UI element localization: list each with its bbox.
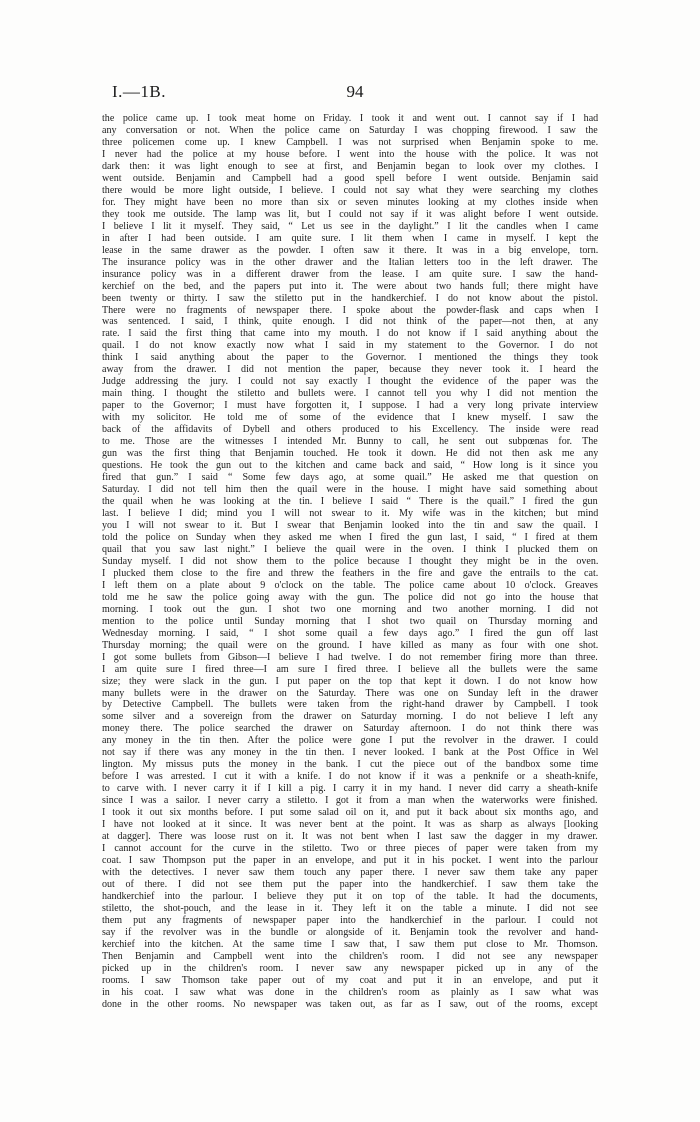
text-line: rooms. I saw Thomson take paper out of my coat and put it in an envelope, and put it (102, 974, 598, 986)
text-line: lington. My missus puts the money in the bank. I cut the piece out of the bandbox some time (102, 759, 598, 771)
text-line: kerchief into the kitchen. At the same time I saw that, I saw them put close to Mr. Thomson. (102, 938, 598, 950)
text-line: fired that gun.” I said “ Some few days ago, at some quail.” He asked me that question on (102, 472, 598, 484)
text-line: any money in the tin then. After the police were gone I put the revolver in the drawer. I could (102, 735, 598, 747)
text-line: coat. I saw Thompson put the paper in an envelope, and put it in his pocket. I went into the parlour (102, 855, 598, 867)
text-line: at dagger]. There was loose rust on it. It was not bent when I last saw the dagger in my drawer. (102, 831, 598, 843)
text-line: away from the drawer. I did not mention the paper, because they never took it. I heard the (102, 364, 598, 376)
text-line: went outside. Benjamin and Campbell had a good spell before I went outside. Benjamin said (102, 172, 598, 184)
text-line: say if the revolver was in the bundle or alongside of it. Benjamin took the revolver and hand- (102, 926, 598, 938)
text-line: they took me outside. The lamp was lit, but I could not say if it was alight before I went outside. (102, 208, 598, 220)
text-line: some silver and a sovereign from the drawer on Saturday morning. I do not believe I left any (102, 711, 598, 723)
text-line: with my solicitor. He told me of some of the evidence that I knew myself. I saw the (102, 412, 598, 424)
text-line: not say if there was any money in the tin then. I never looked. I bank at the Post Office in Wel (102, 747, 598, 759)
text-line: many bullets were in the drawer on the Saturday. There was one on Sunday left in the drawer (102, 687, 598, 699)
text-line: kerchief on the bed, and the papers put into it. The were about two hands full; there might have (102, 280, 598, 292)
text-line: rate. I said the first thing that came into my mouth. I do not know if I said anything about the (102, 328, 598, 340)
text-line: mention to the police until Sunday morning that I shot two quail on Thursday morning and (102, 615, 598, 627)
text-line: Saturday. I did not tell him then the quail were in the house. I might have said something about (102, 484, 598, 496)
text-line: picked up in the children's room. I never saw any newspaper picked up in any of the (102, 962, 598, 974)
text-line: I am quite sure I fired three—I am sure I fired three. I believe all the bullets were the same (102, 663, 598, 675)
text-line: handkerchief into the parlour. I believe they put it on top of the table. It had the documents, (102, 890, 598, 902)
page-header (112, 82, 598, 104)
text-line: back of the affidavits of Dybell and others produced to his Excellency. The inside were read (102, 424, 598, 436)
text-line: them put any fragments of newspaper paper into the handkerchief in the parlour. I could not (102, 914, 598, 926)
text-line: I took it out six months before. I put some salad oil on it, and put it back about six months ago, and (102, 807, 598, 819)
text-line: main thing. I thought the stiletto and bullets were. I cannot tell you why I did not mention the (102, 388, 598, 400)
text-line: told me he saw the police going away with the gun. The police did not go into the house that (102, 591, 598, 603)
text-line: Wednesday morning. I said, “ I shot some quail a few days ago.” I fired the gun off last (102, 627, 598, 639)
text-line: in after I had been outside. I am quite sure. I lit them when I came in myself. I kept the (102, 232, 598, 244)
text-line: The insurance policy was in the other drawer and the Italian letters too in the left drawer. The (102, 256, 598, 268)
text-line: quail that you saw last night.” I believe the quail were in the oven. I think I plucked them on (102, 543, 598, 555)
text-line: I cannot account for the curve in the stiletto. Two or three pieces of paper were taken from my (102, 843, 598, 855)
text-line: the quail when he was looking at the tin. I believe I said “ There is the quail.” I fired the gun (102, 496, 598, 507)
text-line: morning. I took out the gun. I shot two one morning and two another morning. I did not (102, 603, 598, 615)
text-line: insurance policy was in a different drawer from the lease. I am quite sure. I saw the hand- (102, 268, 598, 280)
text-line: gun was the first thing that Benjamin touched. He took it down. He did not then ask me any (102, 448, 598, 460)
text-line: think I said anything about the paper to the Governor. I mentioned the things they took (102, 352, 598, 364)
text-line: to me. Those are the witnesses I intended Mr. Bunny to call, he sent out subpœnas for. The (102, 436, 598, 448)
text-line: paper to the Governor; I must have forgotten it, I suppose. I had a very long private interview (102, 400, 598, 412)
text-line: I left them on a plate about 9 o'clock on the table. The police came about 10 o'clock. Greaves (102, 579, 598, 591)
text-line: for. They might have been no more than six or seven minutes looking at my clothes inside when (102, 196, 598, 208)
text-line: stiletto, the shot-pouch, and the lease in it. They left it on the table a minute. I did not see (102, 902, 598, 914)
text-line: There were no fragments of newspaper there. I spoke about the powder-flask and caps when I (102, 304, 598, 316)
text-line: Thursday morning; the quail were on the ground. I have killed as many as four with one shot. (102, 639, 598, 651)
text-line: quail. I do not know exactly now what I said in my statement to the Governor. I do not (102, 340, 598, 352)
text-line: you I will not swear to it. But I swear that Benjamin looked into the tin and saw the quail. I (102, 519, 598, 531)
text-line: with the detectives. I never saw them touch any paper there. I never saw them take any paper (102, 867, 598, 879)
text-line: been twenty or thirty. I saw the stiletto put in the handkerchief. I do not know about the pistol. (102, 292, 598, 304)
text-line: I plucked them close to the fire and threw the feathers in the fire and gave the entrails to the cat. (102, 567, 598, 579)
text-line: in his coat. I saw what was done in the children's room as plainly as I saw what was (102, 986, 598, 998)
text-line: Sunday myself. I did not show them to the police because I thought they might be in the oven. (102, 555, 598, 567)
text-line: was sentenced. I said, I think, quite enough. I did not think of the paper—not then, at any (102, 316, 598, 328)
text-line: any conversation or not. When the police came on Saturday I was chopping firewood. I saw the (102, 124, 598, 136)
text-line: money there. The police searched the drawer on Saturday afternoon. I do not think there was (102, 723, 598, 735)
section-reference: I.—1B. (112, 82, 166, 101)
text-line: since I was a sailor. I never carry a stiletto. I got it from a man when the waterworks were finished. (102, 795, 598, 807)
text-line: I have not looked at it since. It was never bent at the point. It was as sharp as always [looking (102, 819, 598, 831)
text-line: dark then: it was light enough to see at first, and Benjamin began to look over my clothes. I (102, 160, 598, 172)
text-line: I never had the police at my house before. I went into the house with the police. It was not (102, 148, 598, 160)
text-line: out of there. I did not see them put the paper into the handkerchief. I saw them take the (102, 879, 598, 890)
text-line: told the police on Sunday when they asked me when I fired the gun last, I said, “ I fired at them (102, 531, 598, 543)
text-line: lease in the same drawer as the powder. I often saw it there. It was in a big envelope, torn. (102, 244, 598, 256)
text-line: to carve with. I never carry it if I kill a pig. I carry it in my hand. I never did carry a sheath-knife (102, 783, 598, 795)
text-line: done in the other rooms. No newspaper was taken out, as far as I saw, out of the rooms, except (102, 998, 598, 1010)
text-line: size; they were slack in the gun. I put paper on the top that kept it down. I do not know how (102, 675, 598, 687)
text-line: questions. He took the gun out to the kitchen and came back and said, “ How long is it since you (102, 460, 598, 472)
text-line: by Detective Campbell. The bullets were taken from the right-hand drawer by Campbell. I took (102, 699, 598, 711)
text-line: Judge addressing the jury. I could not say exactly I thought the evidence of the paper was the (102, 376, 598, 388)
text-line: three policemen come up. I knew Campbell. I was not surprised when Benjamin spoke to me. (102, 136, 598, 148)
text-line: Then Benjamin and Campbell went into the children's room. I did not see any newspaper (102, 950, 598, 962)
text-line: I got some bullets from Gibson—I believe I had twelve. I do not remember firing more than three. (102, 651, 598, 663)
text-line: before I was arrested. I cut it with a knife. I do not know if it was a penknife or a sheath-knife, (102, 771, 598, 783)
text-line: there would be more light outside, I believe. I could not say what they were searching my clothes (102, 184, 598, 196)
testimony-text (102, 113, 598, 1011)
text-line: the police came up. I took meat home on Friday. I took it and went out. I cannot say if I had (102, 113, 598, 124)
page-number: 94 (346, 82, 364, 101)
text-line: I believe I lit it myself. They said, “ Let us see in the daylight.” I lit the candles when I came (102, 220, 598, 232)
text-line: last. I believe I did; mind you I will not swear to it. My wife was in the kitchen; but mind (102, 507, 598, 519)
